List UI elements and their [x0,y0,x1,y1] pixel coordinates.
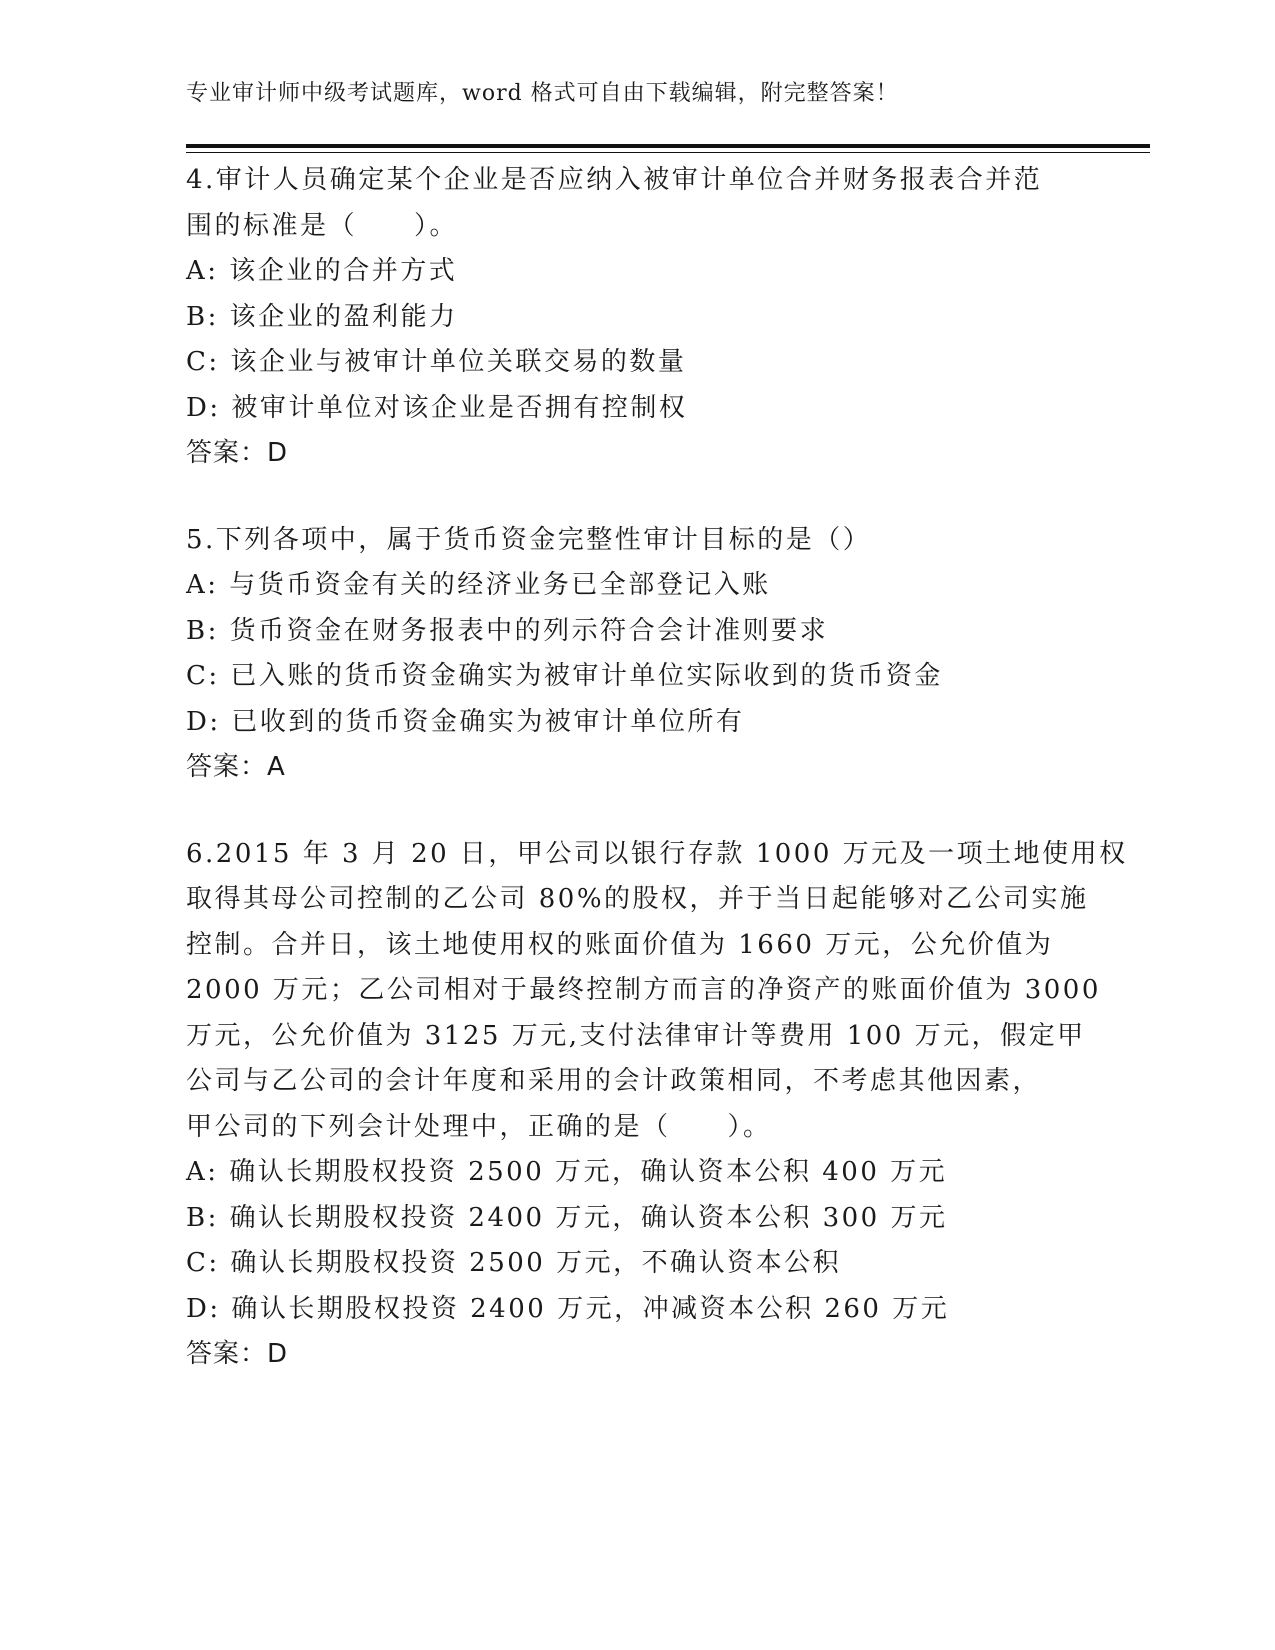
header-divider [186,144,1150,148]
option-b: B: 确认长期股权投资 2400 万元，确认资本公积 300 万元 [186,1202,948,1233]
option-a: A: 该企业的合并方式 [186,256,458,286]
option-d: D: 被审计单位对该企业是否拥有控制权 [186,392,688,423]
question-stem-line: 公司与乙公司的会计年度和采用的会计政策相同，不考虑其他因素， [186,1066,1042,1096]
question-stem-line: 万元，公允价值为 3125 万元,支付法律审计等费用 100 万元，假定甲 [186,1020,1086,1051]
answer-label: 答案：A [186,752,286,782]
question-4 [186,158,1086,477]
option-a: A: 确认长期股权投资 2500 万元，确认资本公积 400 万元 [186,1157,948,1187]
question-stem-line: 取得其母公司控制的乙公司 80%的股权，并于当日起能够对乙公司实施 [186,884,1089,914]
question-stem-line: 甲公司的下列会计处理中，正确的是（ ）。 [186,1111,772,1142]
option-b: B: 货币资金在财务报表中的列示符合会计准则要求 [186,615,829,646]
option-c: C: 已入账的货币资金确实为被审计单位实际收到的货币资金 [186,661,943,691]
option-d: D: 已收到的货币资金确实为被审计单位所有 [186,706,745,737]
question-stem-line: 5.下列各项中，属于货币资金完整性审计目标的是（） [186,524,872,555]
question-5 [186,518,1086,791]
answer-label: 答案：D [186,1339,289,1369]
header-divider-thin [186,152,1150,153]
question-stem-line: 控制。合并日，该土地使用权的账面价值为 1660 万元，公允价值为 [186,929,1054,960]
option-c: C: 该企业与被审计单位关联交易的数量 [186,347,687,377]
option-b: B: 该企业的盈利能力 [186,301,458,332]
page-header: 专业审计师中级考试题库，word 格式可自由下载编辑，附完整答案！ [186,81,899,106]
question-stem-line: 围的标准是（ ）。 [186,210,459,241]
question-6 [186,832,1128,1378]
question-list [186,158,1128,1419]
question-stem-line: 4.审计人员确定某个企业是否应纳入被审计单位合并财务报表合并范 [186,165,1043,195]
answer-label: 答案：D [186,438,289,468]
option-d: D: 确认长期股权投资 2400 万元，冲减资本公积 260 万元 [186,1293,950,1324]
option-c: C: 确认长期股权投资 2500 万元，不确认资本公积 [186,1248,842,1278]
question-stem-line: 6.2015 年 3 月 20 日，甲公司以银行存款 1000 万元及一项土地使用权 [186,838,1128,869]
option-a: A: 与货币资金有关的经济业务已全部登记入账 [186,570,771,600]
question-stem-line: 2000 万元；乙公司相对于最终控制方而言的净资产的账面价值为 3000 [186,975,1101,1005]
